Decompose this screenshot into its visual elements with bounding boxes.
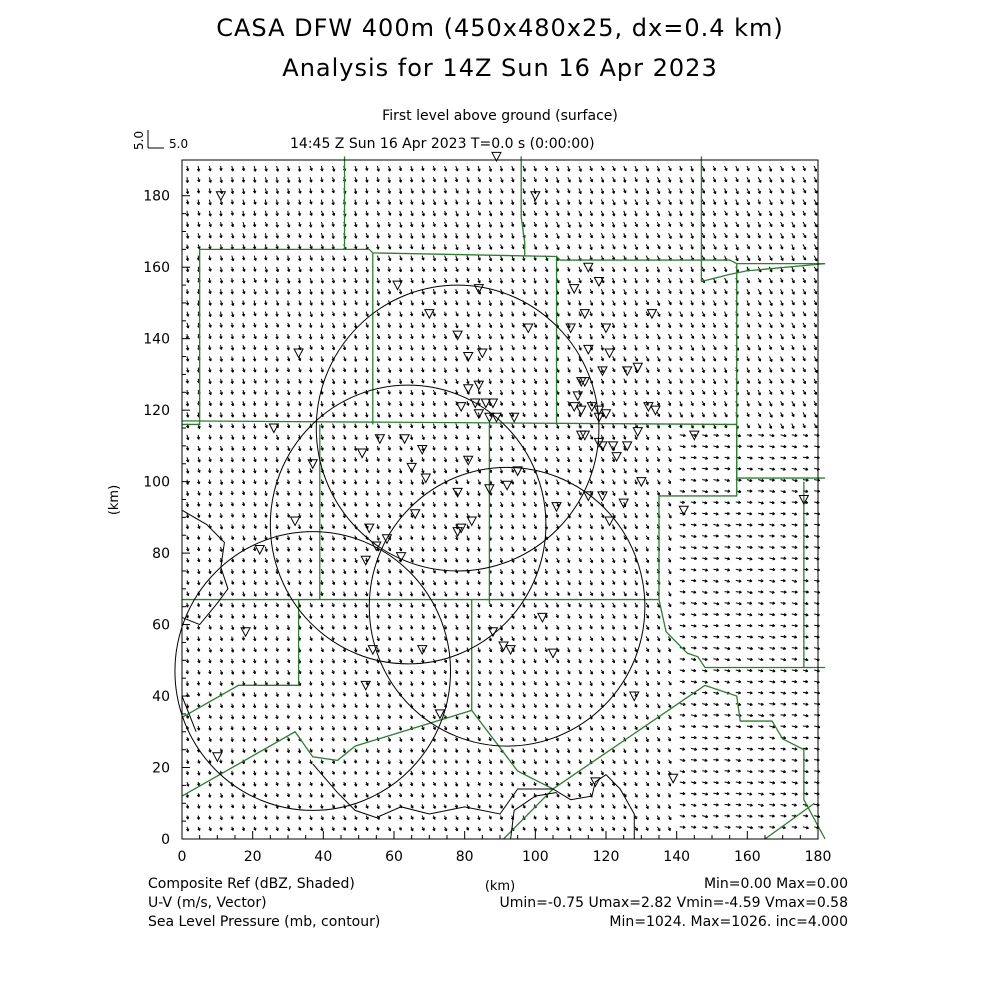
level-label: First level above ground (surface) [382,108,618,124]
title-line-1: CASA DFW 400m (450x480x25, dx=0.4 km) [216,14,784,42]
wind-vector-field [186,166,820,831]
title-line-2: Analysis for 14Z Sun 16 Apr 2023 [282,54,718,82]
valid-time: 14:45 Z Sun 16 Apr 2023 T=0.0 s (0:00:00) [290,136,595,152]
